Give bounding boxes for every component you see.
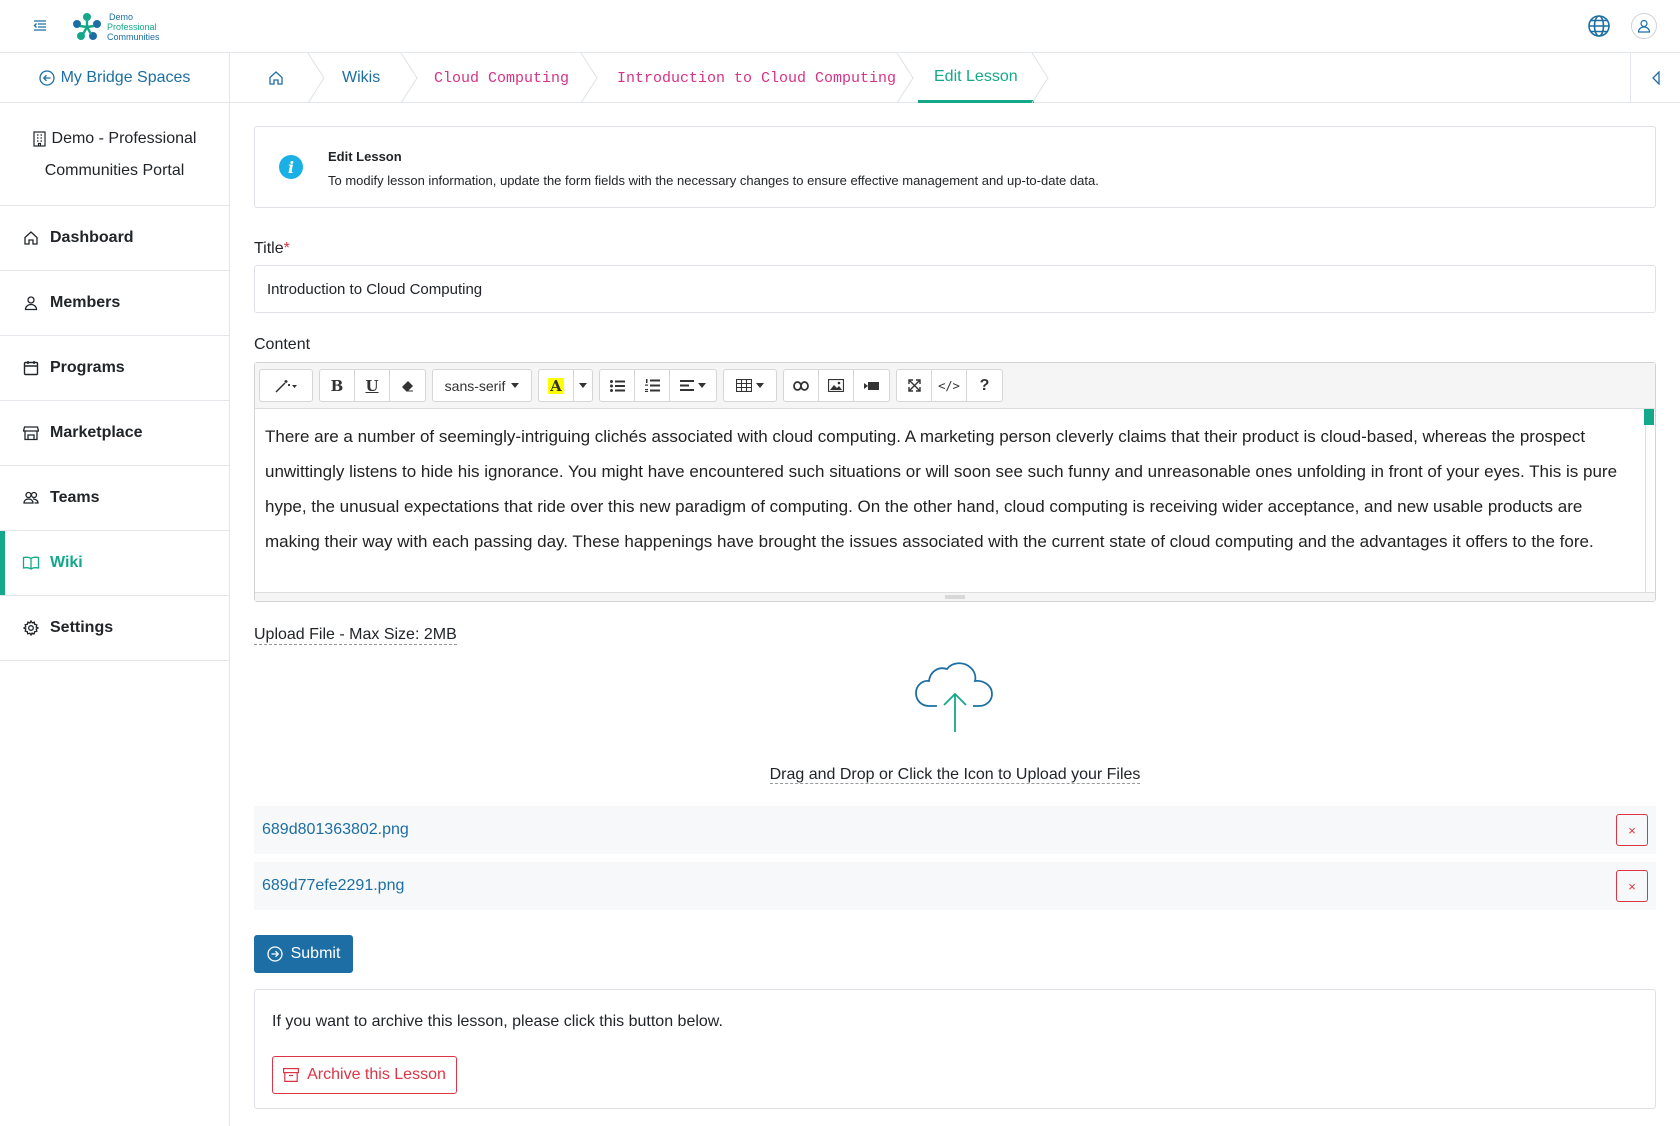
caret-down-icon [756, 383, 764, 388]
video-icon [864, 381, 880, 391]
table-icon [736, 379, 752, 392]
align-dropdown-button[interactable] [670, 370, 716, 401]
bold-icon: B [330, 376, 344, 395]
book-icon [22, 554, 40, 572]
breadcrumb-cloud-computing[interactable]: Cloud Computing [434, 69, 570, 87]
insert-image-button[interactable] [819, 370, 854, 401]
breadcrumb-separator [579, 53, 599, 103]
archive-lesson-button[interactable] [272, 1056, 457, 1094]
editor-toolbar [255, 363, 1655, 409]
archive-panel [254, 989, 1656, 1109]
users-icon [22, 489, 40, 507]
font-family-group [432, 369, 532, 402]
sidebar-item-label: Dashboard [50, 229, 134, 246]
home-icon [22, 229, 40, 247]
info-title: Edit Lesson [328, 149, 402, 164]
submit-button[interactable] [254, 935, 353, 973]
info-icon: i [279, 155, 303, 179]
logo-line-2: Professional [107, 22, 157, 32]
required-marker: * [283, 240, 290, 257]
breadcrumb-separator [895, 53, 915, 103]
sidebar-item-label: Members [50, 294, 121, 311]
editor-resize-handle[interactable] [255, 592, 1655, 601]
insert-video-button[interactable] [854, 370, 889, 401]
expand-icon [908, 379, 921, 392]
image-icon [828, 379, 844, 392]
close-icon: × [1628, 878, 1636, 894]
caret-down-icon [698, 383, 706, 388]
rich-text-editor [254, 362, 1656, 602]
caret-down-icon [511, 383, 519, 388]
user-avatar-button[interactable] [1631, 13, 1657, 39]
text-color-button[interactable] [539, 370, 574, 401]
editor-content-area[interactable]: There are a number of seemingly-intriguing clichés associated with cloud computing. A marketing person cleverly claims that their product is cloud-based, whereas the prospect unwittingly listens to hide his ignorance. You might have encountered such situations or will soon see such funny and unreasonable ones unfolding in front of your eyes. This is pure hype, the unusual expectations that ride over this new paradigm of computing. On the other hand, cloud computing is receiving wider acceptance, and new usable products are making their way with each passing day. These happenings have brought the issues associated with the current state of cloud computing and the advantages it offers to the fore. [265, 427, 1618, 551]
magic-style-button[interactable] [260, 370, 312, 401]
user-icon [1637, 19, 1651, 33]
file-name-link[interactable]: 689d77efe2291.png [262, 877, 405, 894]
title-label [254, 240, 290, 258]
org-name-line-1: Demo - Professional [51, 130, 197, 147]
help-button[interactable] [967, 370, 1002, 401]
globe-icon[interactable] [1586, 13, 1612, 39]
eraser-icon [401, 379, 415, 393]
table-group [723, 369, 777, 402]
caret-down-icon [579, 383, 587, 388]
uploaded-file-row [254, 806, 1656, 854]
color-dropdown-button[interactable] [574, 370, 592, 401]
fullscreen-button[interactable] [897, 370, 932, 401]
grip-icon [945, 595, 965, 599]
remove-file-button[interactable] [1616, 870, 1648, 902]
drop-zone-label: Drag and Drop or Click the Icon to Upload your Files [769, 766, 1141, 783]
sidebar-item-marketplace[interactable] [0, 401, 229, 466]
sidebar-item-wiki[interactable] [0, 531, 229, 596]
insert-link-button[interactable] [784, 370, 819, 401]
view-group [896, 369, 1003, 402]
sidebar-item-settings[interactable] [0, 596, 229, 661]
sidebar-item-label: Settings [50, 619, 114, 636]
insert-group [783, 369, 890, 402]
uploaded-file-row [254, 862, 1656, 910]
highlight-color-icon: A [550, 376, 562, 395]
close-icon: × [1628, 822, 1636, 838]
editor-scroll-track [1645, 409, 1646, 594]
gear-icon [22, 619, 40, 637]
file-name-link[interactable]: 689d801363802.png [262, 821, 409, 838]
archive-instructions: If you want to archive this lesson, please click this button below. [272, 1013, 723, 1030]
collapse-panel-button[interactable] [1630, 53, 1680, 103]
sidebar [0, 53, 230, 1126]
breadcrumb-wikis[interactable]: Wikis [342, 69, 381, 86]
numbered-list-icon [645, 379, 660, 392]
top-navbar [0, 0, 1680, 53]
breadcrumb-separator [306, 53, 326, 103]
drop-zone-text[interactable] [254, 766, 1656, 784]
link-icon [793, 381, 809, 391]
clear-format-button[interactable] [390, 370, 425, 401]
logo-line-3: Communities [107, 32, 160, 42]
color-group [538, 369, 593, 402]
store-icon [22, 424, 40, 442]
main-content [254, 126, 1656, 1083]
info-alert [254, 126, 1656, 208]
title-label-text: Title [254, 240, 284, 257]
help-icon: ? [979, 376, 990, 394]
archive-icon [283, 1068, 299, 1082]
breadcrumb-home[interactable] [268, 53, 284, 103]
align-left-icon [680, 380, 694, 391]
calendar-icon [22, 359, 40, 377]
sidebar-item-members[interactable] [0, 271, 229, 336]
font-family-value: sans-serif [444, 377, 506, 394]
underline-button[interactable] [355, 370, 390, 401]
organization-name [0, 103, 229, 206]
paragraph-group [599, 369, 717, 402]
my-bridge-spaces-link[interactable] [0, 53, 229, 103]
code-view-button[interactable] [932, 370, 967, 401]
info-description: To modify lesson information, update the form fields with the necessary changes to ensure effective management and up-to-date data. [328, 173, 1099, 188]
insert-table-button[interactable] [724, 370, 776, 401]
user-icon [22, 294, 40, 312]
magic-wand-icon [275, 379, 297, 393]
style-group [259, 369, 313, 402]
sidebar-item-label: Wiki [50, 554, 83, 571]
bold-button[interactable] [320, 370, 355, 401]
code-icon: </> [938, 378, 960, 393]
submit-label: Submit [290, 945, 341, 962]
sidebar-item-label: Teams [50, 489, 100, 506]
breadcrumb-edit-lesson[interactable]: Edit Lesson [918, 53, 1034, 103]
cloud-upload-icon[interactable] [915, 662, 997, 734]
remove-file-button[interactable] [1616, 814, 1648, 846]
sidebar-item-dashboard[interactable] [0, 206, 229, 271]
arrow-right-circle-icon [267, 946, 283, 962]
bullet-list-button[interactable] [600, 370, 635, 401]
back-link-label: My Bridge Spaces [60, 68, 191, 86]
org-name-line-2: Communities Portal [44, 162, 185, 179]
logo-mark-icon [70, 11, 104, 43]
logo-line-1: Demo [109, 12, 134, 22]
caret-left-icon [1651, 71, 1661, 85]
sidebar-item-teams[interactable] [0, 466, 229, 531]
menu-toggle-icon[interactable] [28, 16, 52, 36]
content-label: Content [254, 336, 311, 353]
home-icon [268, 70, 284, 86]
brand-logo[interactable] [70, 8, 160, 46]
underline-icon: U [365, 376, 379, 395]
editor-scrollbar-thumb[interactable] [1644, 409, 1654, 425]
logo-text [107, 12, 160, 42]
bullet-list-icon [610, 380, 625, 392]
archive-button-label: Archive this Lesson [307, 1066, 446, 1083]
sidebar-item-label: Programs [50, 359, 125, 376]
breadcrumb-separator [399, 53, 419, 103]
font-style-group [319, 369, 426, 402]
building-icon [33, 131, 46, 147]
font-family-dropdown[interactable] [433, 370, 531, 401]
numbered-list-button[interactable] [635, 370, 670, 401]
upload-label: Upload File - Max Size: 2MB [254, 626, 457, 643]
breadcrumb [230, 53, 1680, 103]
title-input[interactable]: Introduction to Cloud Computing [254, 265, 1656, 313]
breadcrumb-separator [1030, 53, 1050, 103]
arrow-left-circle-icon [39, 70, 55, 86]
sidebar-item-programs[interactable] [0, 336, 229, 401]
breadcrumb-lesson[interactable]: Introduction to Cloud Computing [617, 69, 897, 87]
sidebar-item-label: Marketplace [50, 424, 143, 441]
